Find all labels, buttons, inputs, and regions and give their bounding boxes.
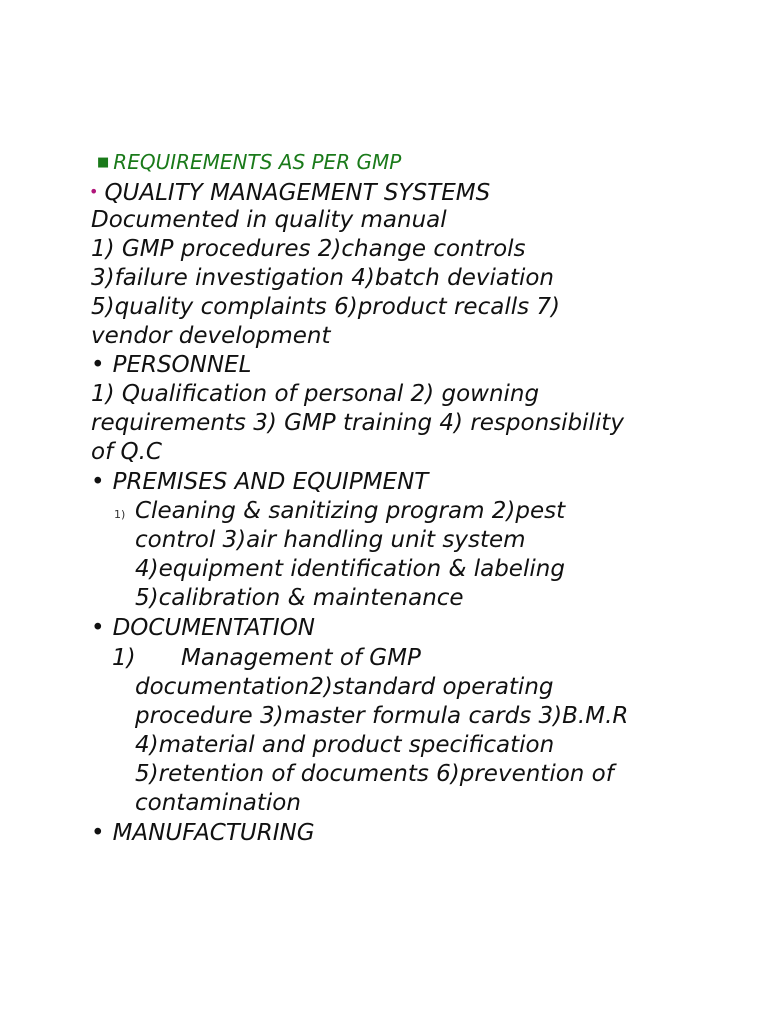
text-line: 5)calibration & maintenance: [135, 585, 464, 611]
section-heading-personnel: [91, 351, 251, 380]
title-text: REQUIREMENTS AS PER GMP: [113, 150, 402, 174]
slide-title: [97, 148, 401, 177]
heading-text: MANUFACTURING: [112, 820, 315, 846]
bullet-icon: •: [91, 820, 105, 846]
list-number: 1): [114, 508, 126, 521]
text-line: Cleaning & sanitizing program 2)pest: [135, 498, 566, 524]
text-line: Documented in quality manual: [91, 207, 447, 233]
text-line: 1) Qualification of personal 2) gowning: [91, 381, 540, 407]
heading-text: PERSONNEL: [112, 352, 252, 378]
section-heading-manufacturing: [91, 819, 315, 848]
text-line: procedure 3)master formula cards 3)B.M.R: [135, 703, 629, 729]
text-line: contamination: [135, 790, 301, 816]
text-line: 1) GMP procedures 2)change controls: [91, 236, 526, 262]
section-heading-quality-management: [89, 177, 490, 208]
text-line: 3)failure investigation 4)batch deviation: [91, 265, 555, 291]
bullet-icon: •: [89, 182, 99, 201]
bullet-icon: •: [91, 352, 105, 378]
text-line: 5)retention of documents 6)prevention of: [135, 761, 614, 787]
list-number: 1): [112, 645, 136, 671]
heading-text: DOCUMENTATION: [112, 615, 316, 641]
text-line: 4)equipment identification & labeling: [135, 556, 565, 582]
text-line: Management of GMP: [181, 645, 421, 671]
text-line: of Q.C: [91, 439, 162, 465]
bullet-icon: •: [91, 615, 105, 641]
text-line: documentation2)standard operating: [135, 674, 554, 700]
square-bullet-icon: ■: [97, 155, 110, 170]
section-heading-documentation: [91, 614, 315, 643]
text-line: vendor development: [91, 323, 331, 349]
heading-text: QUALITY MANAGEMENT SYSTEMS: [104, 180, 491, 206]
text-line: 5)quality complaints 6)product recalls 7): [91, 294, 560, 320]
heading-text: PREMISES AND EQUIPMENT: [112, 469, 429, 495]
text-line: requirements 3) GMP training 4) responsibility: [91, 410, 624, 436]
bullet-icon: •: [91, 469, 105, 495]
section-heading-premises-equipment: [91, 468, 428, 497]
text-line: control 3)air handling unit system: [135, 527, 526, 553]
text-line: 4)material and product specification: [135, 732, 555, 758]
